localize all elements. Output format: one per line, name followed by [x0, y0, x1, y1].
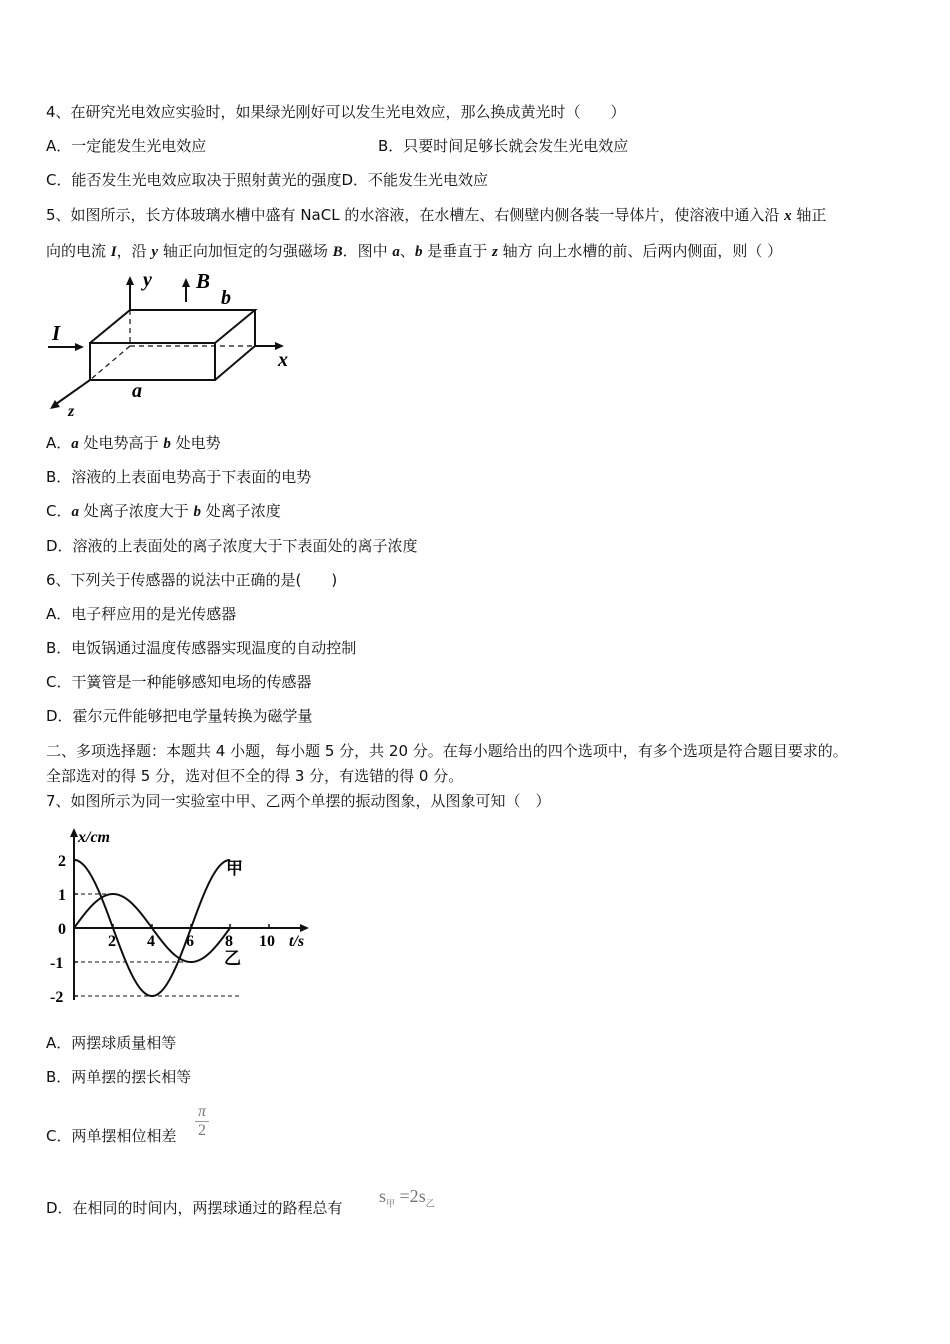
q5-tank-figure [40, 268, 310, 418]
fraction-numerator: π [197, 1103, 206, 1120]
q7-option-b: B．两单摆的摆长相等 [46, 1068, 192, 1086]
y-axis-label: y [143, 269, 152, 291]
y-tick-label: -2 [50, 989, 64, 1006]
x-tick-label: 8 [225, 933, 233, 950]
q5-stem-line1: 5、如图所示，长方体玻璃水槽中盛有 NaCL 的水溶液，在水槽左、右侧壁内侧各装一导体片，使溶液中通入沿 x 轴正 [46, 206, 827, 224]
y-tick-label: -1 [50, 955, 64, 972]
x-tick-label: 6 [186, 933, 194, 950]
section2-line2: 全部选对的得 5 分，选对但不全的得 3 分，有选错的得 0 分。 [46, 767, 464, 785]
q6-option-c: C．干簧管是一种能够感知电场的传感器 [46, 673, 312, 691]
x-axis-label: x [278, 349, 288, 371]
q5-stem-line2: 向的电流 I，沿 y 轴正向加恒定的匀强磁场 B．图中 a、b 是垂直于 z 轴方 向上水槽的前、后两内侧面，则（ ） [46, 242, 783, 260]
x-axis-label: t/s [289, 933, 305, 950]
q7-oscillation-chart [40, 824, 320, 1014]
y-tick-label: 0 [58, 921, 66, 938]
q5-option-b: B．溶液的上表面电势高于下表面的电势 [46, 468, 312, 486]
q5-option-c: C．a 处离子浓度大于 b 处离子浓度 [46, 502, 281, 520]
current-label: I [52, 321, 61, 345]
q4-stem: 4、在研究光电效应实验时，如果绿光刚好可以发生光电效应，那么换成黄光时（ ） [46, 103, 626, 121]
x-tick-label: 2 [108, 933, 116, 950]
q5-option-d: D．溶液的上表面处的离子浓度大于下表面处的离子浓度 [46, 537, 418, 555]
y-tick-label: 1 [58, 887, 66, 904]
y-axis-arrow [70, 828, 78, 837]
q7-option-c: C．两单摆相位相差 [46, 1127, 177, 1145]
q6-option-d: D．霍尔元件能够把电学量转换为磁学量 [46, 707, 313, 725]
q7-option-d: D．在相同的时间内，两摆球通过的路程总有 [46, 1199, 343, 1217]
q6-option-a: A．电子秤应用的是光传感器 [46, 605, 237, 623]
y-axis-label: x/cm [78, 829, 110, 846]
q7-option-a: A．两摆球质量相等 [46, 1034, 177, 1052]
b-field-label: B [196, 269, 211, 293]
section2-line1: 二、多项选择题：本题共 4 小题，每小题 5 分，共 20 分。在每小题给出的四个选项中，有多个选项是符合题目要求的。 [46, 742, 848, 760]
q4-option-cd: C．能否发生光电效应取决于照射黄光的强度D．不能发生光电效应 [46, 171, 489, 189]
y-tick-label: 2 [58, 853, 66, 870]
q7-stem: 7、如图所示为同一实验室中甲、乙两个单摆的振动图象，从图象可知（ ） [46, 792, 551, 810]
q5-option-a: A．a 处电势高于 b 处电势 [46, 434, 221, 452]
q4-option-a: A．一定能发生光电效应 [46, 137, 207, 155]
series-jia-label: 甲 [226, 859, 243, 878]
z-axis [56, 380, 90, 404]
tank-right-face [215, 310, 255, 380]
tank-top-face [90, 310, 255, 343]
q7-option-c-fraction [193, 1103, 211, 1140]
side-a-label: a [132, 380, 142, 402]
q4-option-b: B．只要时间足够长就会发生光电效应 [378, 137, 629, 155]
q6-stem: 6、下列关于传感器的说法中正确的是( ) [46, 571, 338, 589]
fraction-denominator: 2 [198, 1122, 206, 1139]
q6-option-b: B．电饭锅通过温度传感器实现温度的自动控制 [46, 639, 357, 657]
x-axis-arrow [300, 924, 309, 932]
x-tick-label: 10 [259, 933, 275, 950]
z-axis-label: z [68, 403, 75, 418]
series-yi-label: 乙 [224, 949, 241, 968]
x-tick-label: 4 [147, 933, 155, 950]
tank-front-face [90, 343, 215, 380]
q7-option-d-formula: $s_甲 =2s_乙$ [379, 1186, 435, 1209]
side-b-label: b [221, 287, 231, 309]
